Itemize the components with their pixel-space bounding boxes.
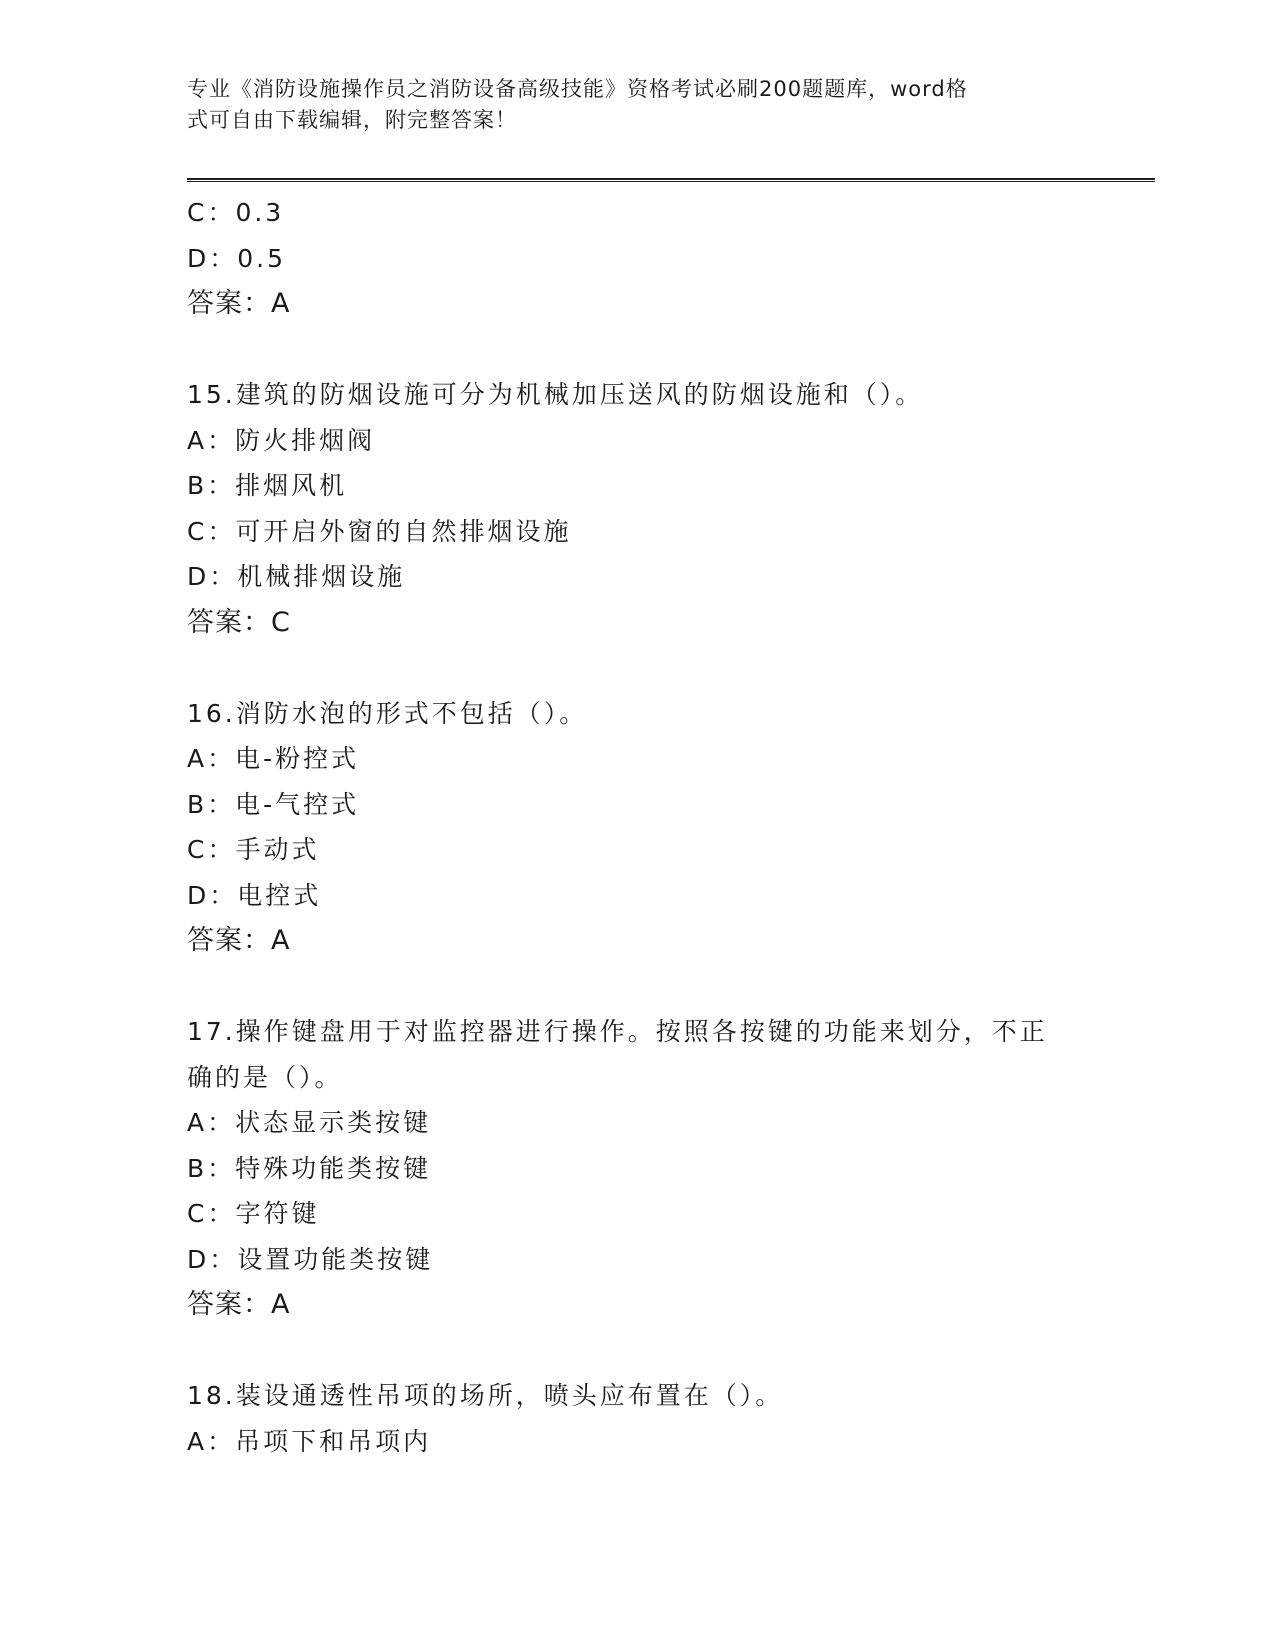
page-header bbox=[187, 74, 1087, 136]
option-d: D：设置功能类按键 bbox=[187, 1244, 434, 1274]
option-b: B：电-气控式 bbox=[187, 789, 360, 819]
question-block-continued bbox=[187, 190, 1087, 327]
header-line-2: 式可自由下载编辑，附完整答案！ bbox=[187, 108, 517, 132]
option-c: C：手动式 bbox=[187, 835, 320, 864]
question-block-15 bbox=[187, 372, 1087, 645]
option-a: A：吊项下和吊项内 bbox=[187, 1426, 432, 1456]
option-a: A：状态显示类按键 bbox=[187, 1108, 432, 1137]
option-c: C：字符键 bbox=[187, 1199, 320, 1228]
option-a: A：电-粉控式 bbox=[187, 744, 360, 773]
answer-line: 答案：A bbox=[187, 1289, 291, 1320]
answer-line: 答案：A bbox=[187, 288, 291, 319]
question-title: 16.消防水泡的形式不包括（）。 bbox=[187, 698, 588, 728]
spacer bbox=[187, 964, 1087, 1010]
spacer bbox=[187, 327, 1087, 373]
question-list bbox=[187, 190, 1087, 1464]
question-block-18 bbox=[187, 1373, 1087, 1464]
spacer bbox=[187, 645, 1087, 691]
option-b: B：特殊功能类按键 bbox=[187, 1153, 432, 1183]
spacer bbox=[187, 1328, 1087, 1374]
question-block-17 bbox=[187, 1009, 1087, 1328]
question-block-16 bbox=[187, 691, 1087, 964]
header-line-1: 专业《消防设施操作员之消防设备高级技能》资格考试必刷200题题库，word格 bbox=[187, 77, 968, 101]
answer-line: 答案：A bbox=[187, 925, 291, 956]
header-divider bbox=[187, 178, 1155, 182]
option-c: C：0.3 bbox=[187, 198, 285, 227]
answer-line: 答案：C bbox=[187, 606, 291, 638]
option-a: A：防火排烟阀 bbox=[187, 425, 376, 455]
option-b: B：排烟风机 bbox=[187, 471, 348, 500]
question-title: 15.建筑的防烟设施可分为机械加压送风的防烟设施和（）。 bbox=[187, 380, 924, 409]
option-c: C：可开启外窗的自然排烟设施 bbox=[187, 516, 572, 546]
option-d: D：机械排烟设施 bbox=[187, 562, 406, 591]
question-title: 18.装设通透性吊项的场所，喷头应布置在（）。 bbox=[187, 1381, 784, 1410]
option-d: D：0.5 bbox=[187, 243, 287, 273]
question-title-line-1: 17.操作键盘用于对监控器进行操作。按照各按键的功能来划分，不正 bbox=[187, 1017, 1048, 1046]
option-d: D：电控式 bbox=[187, 880, 322, 910]
question-title-line-2: 确的是（）。 bbox=[187, 1062, 343, 1092]
